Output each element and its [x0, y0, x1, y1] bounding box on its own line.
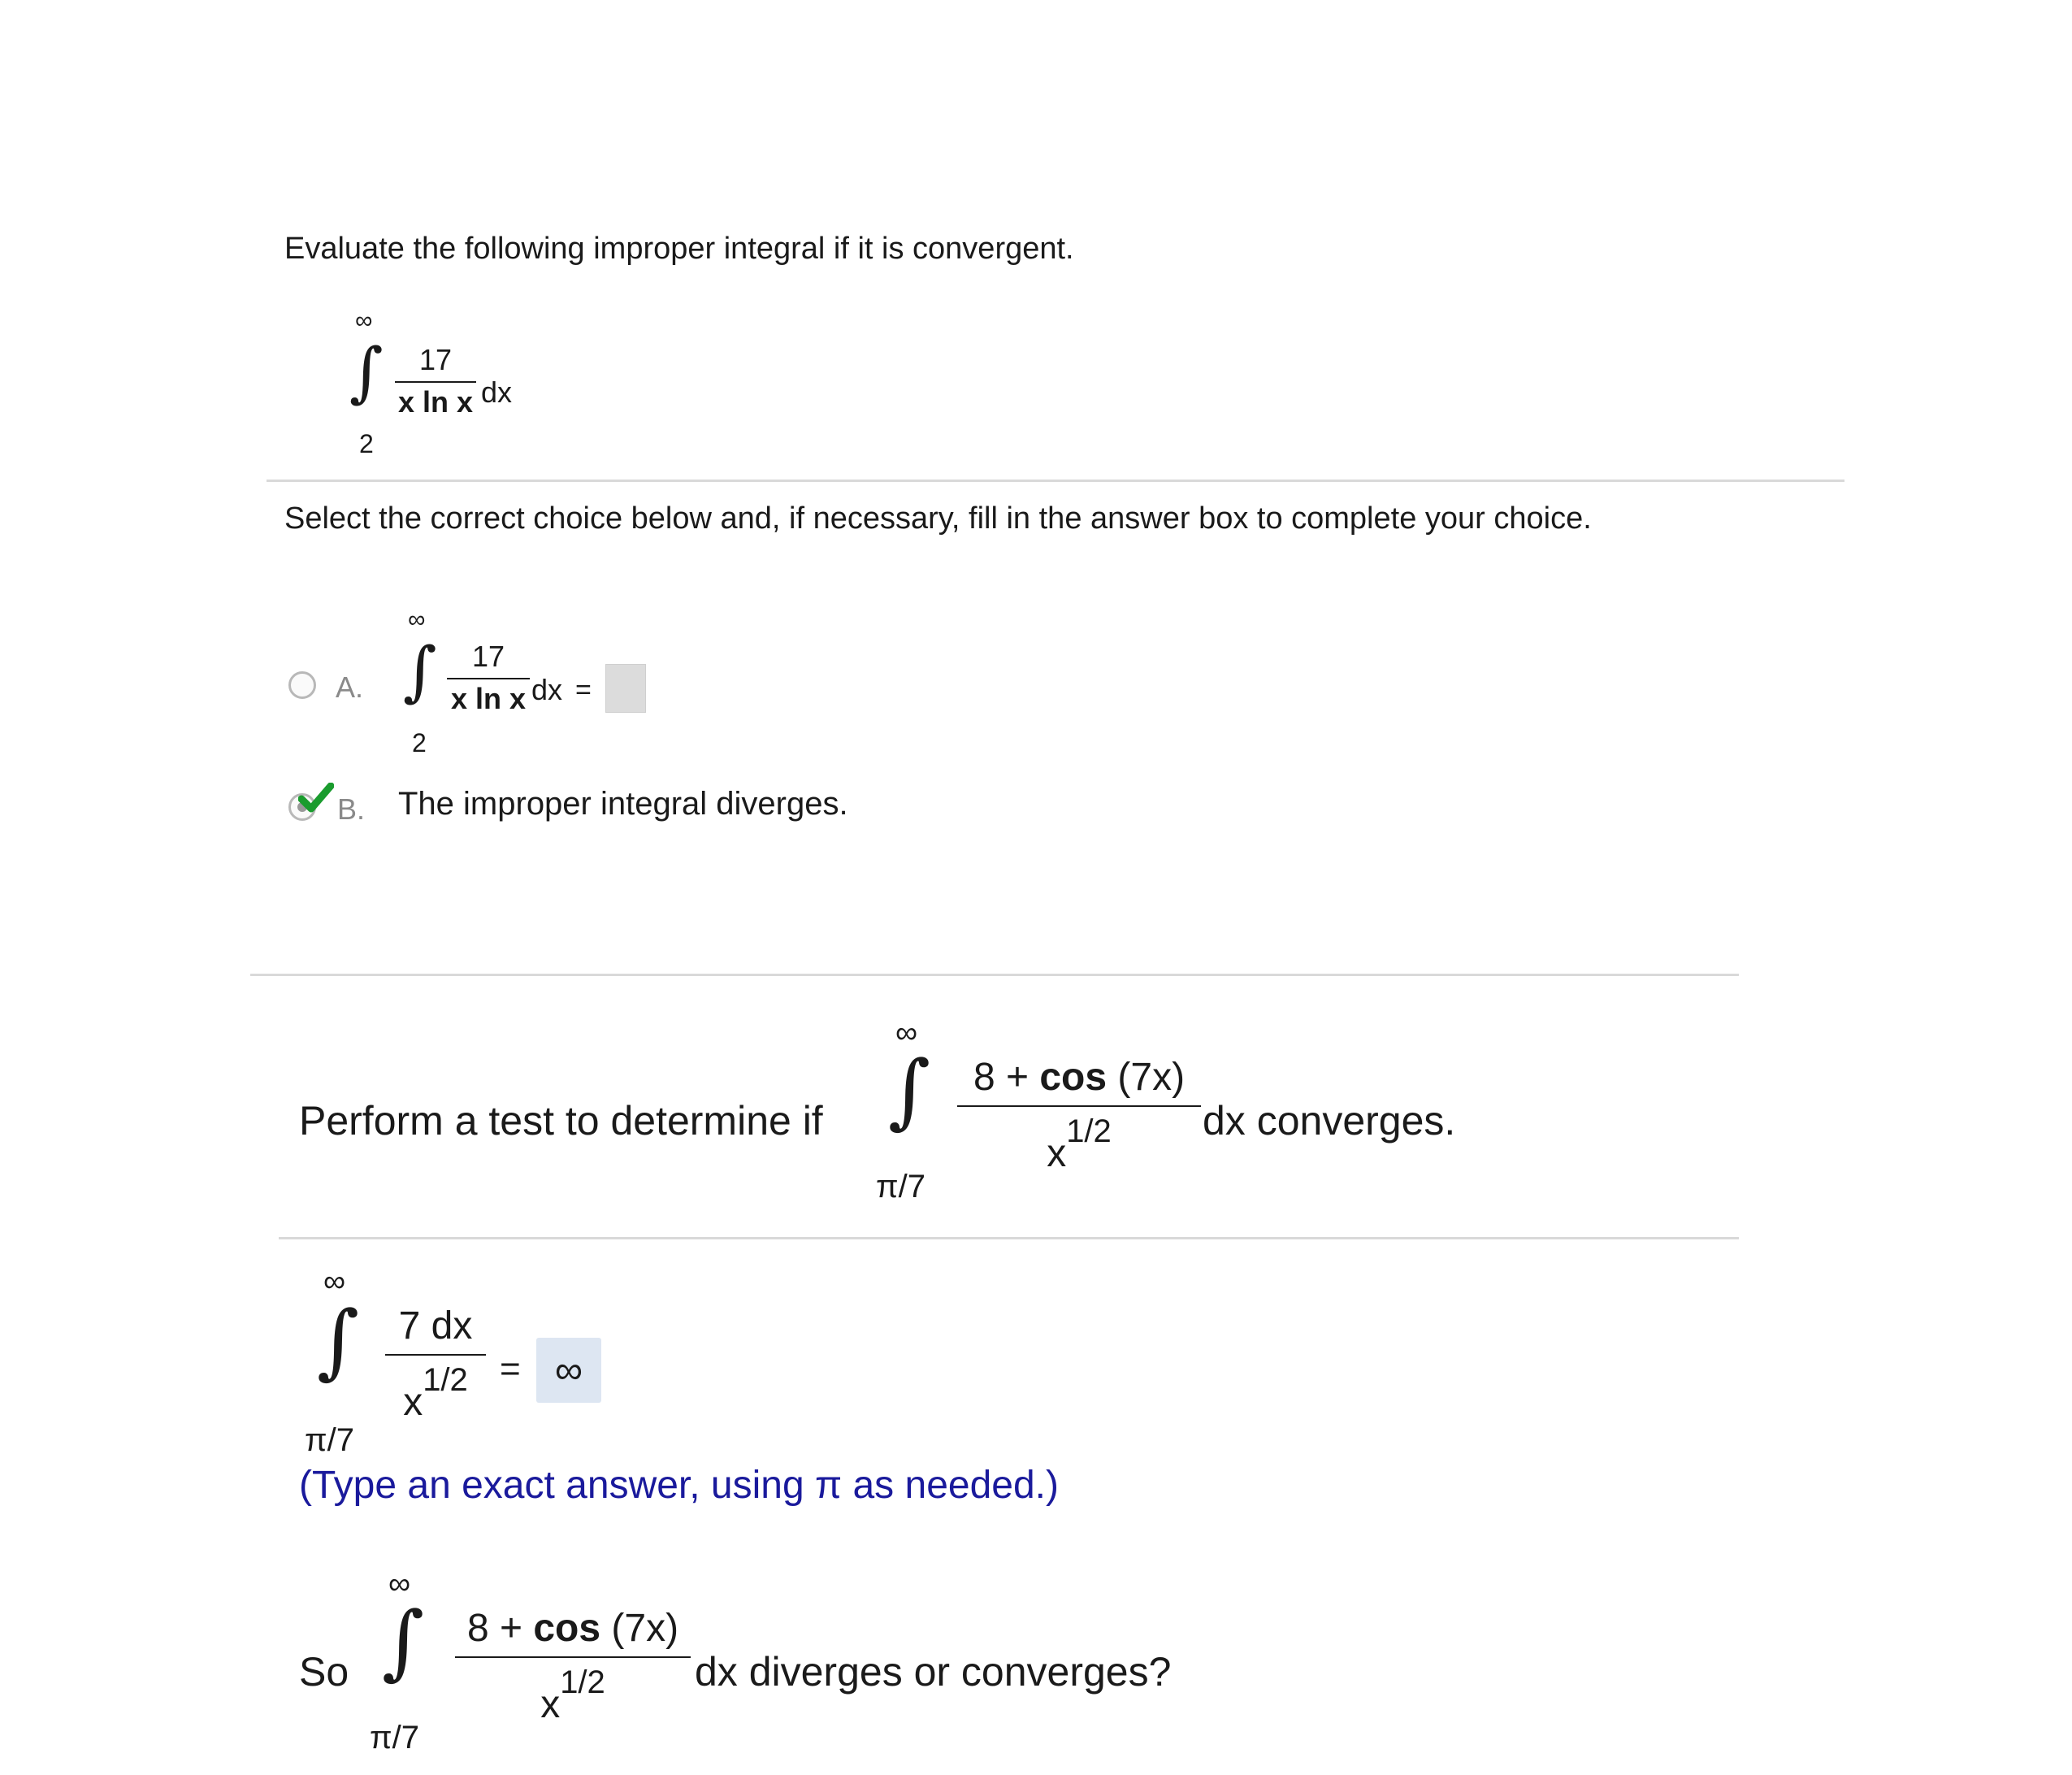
integrand-fraction — [447, 642, 530, 714]
divider — [267, 480, 1844, 482]
choice-b-text: The improper integral diverges. — [398, 786, 848, 822]
integral-sign: ∫ — [888, 1043, 931, 1138]
integrand-fraction — [395, 345, 476, 417]
integral-sign: ∫ — [317, 1293, 360, 1388]
denominator: x ln x — [397, 385, 474, 419]
integral-sign: ∫ — [403, 633, 437, 709]
lower-limit: π/7 — [370, 1720, 419, 1755]
answer-field[interactable] — [536, 1338, 601, 1403]
numerator: 17 — [471, 640, 505, 673]
divider — [279, 1237, 1739, 1239]
question-prompt: Evaluate the following improper integral if it is convergent. — [284, 232, 1074, 266]
comparison-fraction — [385, 1304, 486, 1424]
denominator: x1/2 — [1047, 1113, 1112, 1175]
numerator: 7 dx — [398, 1304, 473, 1348]
choice-letter-b: B. — [337, 792, 366, 826]
radio-button-a[interactable] — [288, 671, 316, 699]
denominator: x1/2 — [403, 1362, 468, 1424]
prompt-tail: dx converges. — [1203, 1098, 1456, 1144]
checkmark-icon — [298, 783, 334, 814]
integral-sign: ∫ — [382, 1594, 425, 1689]
divider — [250, 974, 1739, 976]
differential: dx — [531, 673, 563, 706]
denominator: x ln x — [450, 682, 527, 715]
instruction-text: Select the correct choice below and, if necessary, fill in the answer box to complete your choice. — [284, 501, 1592, 536]
answer-value: ∞ — [554, 1348, 583, 1392]
upper-limit: ∞ — [408, 606, 426, 633]
lower-limit: 2 — [412, 728, 427, 757]
integrand-fraction — [957, 1056, 1201, 1175]
numerator: 8 + cos (7x) — [466, 1607, 679, 1650]
lower-limit: π/7 — [305, 1422, 354, 1458]
equals-sign: = — [575, 675, 592, 705]
integral-sign: ∫ — [349, 334, 384, 410]
upper-limit: ∞ — [895, 1016, 918, 1050]
so-label: So — [299, 1649, 349, 1695]
answer-box-a[interactable] — [605, 664, 646, 713]
upper-limit: ∞ — [388, 1567, 411, 1601]
upper-limit: ∞ — [323, 1265, 346, 1299]
lower-limit: π/7 — [876, 1169, 925, 1204]
denominator: x1/2 — [540, 1664, 605, 1726]
question-prompt: Perform a test to determine if — [299, 1098, 823, 1144]
hint-text: (Type an exact answer, using π as needed.) — [299, 1464, 1059, 1507]
integrand-fraction — [455, 1607, 691, 1726]
lower-limit: 2 — [359, 429, 374, 458]
equals-sign: = — [500, 1349, 521, 1389]
numerator: 8 + cos (7x) — [973, 1056, 1186, 1099]
numerator: 17 — [418, 343, 453, 376]
choice-letter-a: A. — [336, 671, 364, 704]
differential: dx — [481, 375, 513, 409]
upper-limit: ∞ — [355, 307, 373, 334]
conclusion-tail: dx diverges or converges? — [695, 1649, 1172, 1695]
